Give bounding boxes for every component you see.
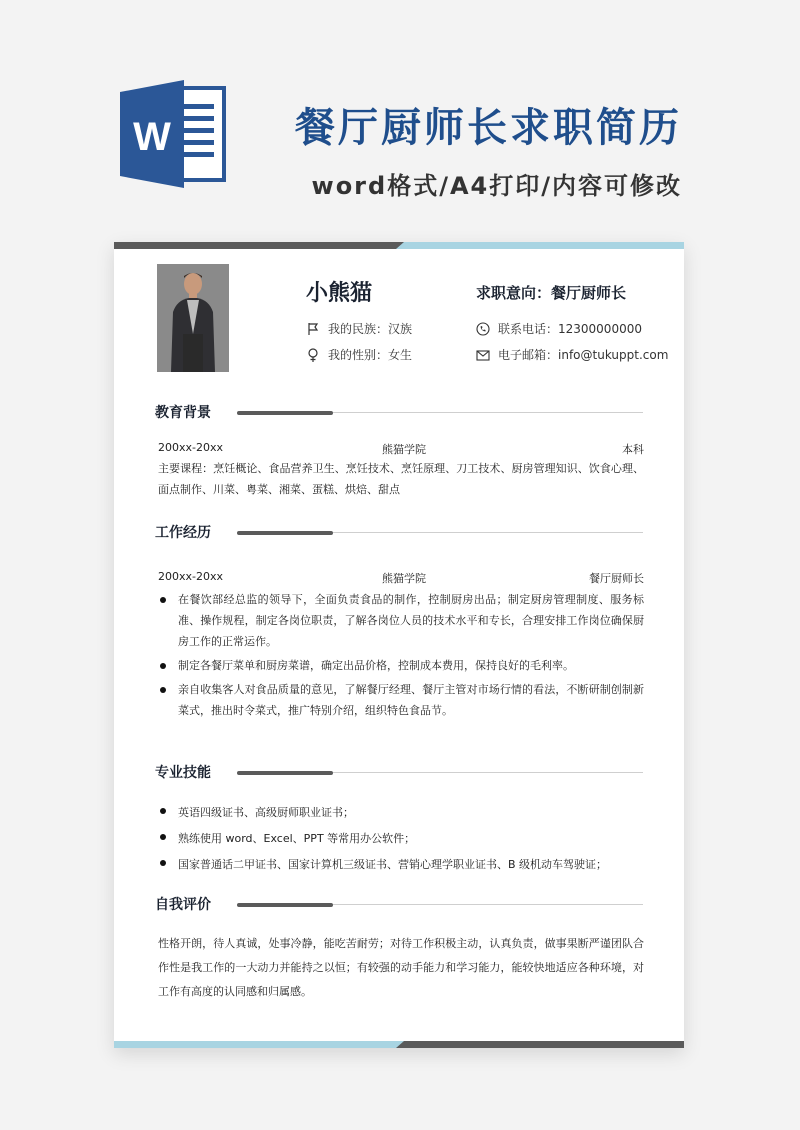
- bottom-bar-light: [114, 1041, 404, 1048]
- section-bar: [237, 903, 333, 907]
- job-intent-label: 求职意向：: [476, 284, 552, 302]
- bottom-bar-dark: [396, 1041, 684, 1048]
- profile-photo: [157, 264, 229, 372]
- section-self-eval-title: 自我评价: [155, 897, 211, 913]
- education-degree: 本科: [622, 443, 644, 456]
- resume-paper: [114, 242, 684, 1048]
- list-item: 制定各餐厅菜单和厨房菜谱，确定出品价格，控制成本费用，保持良好的毛利率。: [158, 655, 644, 676]
- section-education-title: 教育背景: [155, 405, 211, 421]
- candidate-name: 小熊猫: [306, 281, 373, 306]
- list-item: 在餐饮部经总监的领导下，全面负责食品的制作，控制厨房出品；制定厨房管理制度、服务标准、操作规程，制定各岗位职责，了解各岗位人员的技术水平和专长，合理安排工作岗位确保厨房工作的正常运作。: [158, 589, 644, 652]
- work-company: 熊猫学院: [382, 572, 426, 585]
- job-intent-value: 餐厅厨师长: [551, 284, 627, 302]
- section-skills-title: 专业技能: [155, 765, 211, 781]
- gender-text: 我的性别：女生: [328, 348, 413, 362]
- skills-list: [158, 800, 644, 878]
- section-bar: [237, 531, 333, 535]
- education-row: [158, 441, 644, 454]
- ethnicity-text: 我的民族：汉族: [328, 322, 413, 336]
- section-line: [333, 772, 643, 773]
- phone-text: 联系电话：12300000000: [498, 322, 642, 336]
- top-bar-light: [396, 242, 684, 249]
- work-row: [158, 570, 644, 583]
- section-work-title: 工作经历: [155, 525, 211, 541]
- page-subtitle: word格式/A4打印/内容可修改: [311, 172, 682, 200]
- section-line: [333, 904, 643, 905]
- section-work-header: [155, 522, 643, 544]
- page-title: 餐厅厨师长求职简历: [295, 105, 682, 151]
- top-bar-dark: [114, 242, 404, 249]
- gender-row: [306, 346, 412, 363]
- section-line: [333, 532, 643, 533]
- flag-icon: [306, 322, 320, 336]
- ethnicity-row: [306, 320, 412, 337]
- section-line: [333, 412, 643, 413]
- education-school: 熊猫学院: [382, 443, 426, 456]
- self-eval-text: 性格开朗，待人真诚，处事冷静，能吃苦耐劳；对待工作积极主动，认真负责，做事果断严谨团队合作性是我工作的一大动力并能持之以恒；有较强的动手能力和学习能力，能较快地适应各种环境，对工作有高度的认同感和归属感。: [158, 937, 644, 998]
- work-period: 200xx-20xx: [158, 570, 224, 583]
- list-item: 亲自收集客人对食品质量的意见，了解餐厅经理、餐厅主管对市场行情的看法，不断研制创制新菜式，推出时令菜式，推广特别介绍，组织特色食品节。: [158, 679, 644, 721]
- word-icon: [118, 78, 226, 190]
- list-item: 熟练使用 word、Excel、PPT 等常用办公软件；: [158, 826, 644, 852]
- education-period: 200xx-20xx: [158, 441, 224, 454]
- phone-icon: [476, 322, 490, 336]
- section-bar: [237, 771, 333, 775]
- job-intent: [476, 282, 626, 303]
- education-courses: 主要课程：烹饪概论、食品营养卫生、烹饪技术、烹饪原理、刀工技术、厨房管理知识、饮食心理、面点制作、川菜、粤菜、湘菜、蛋糕、烘焙、甜点: [158, 462, 644, 496]
- list-item: 英语四级证书、高级厨师职业证书；: [158, 800, 644, 826]
- phone-row: [476, 320, 642, 337]
- section-self-eval-header: [155, 894, 643, 916]
- section-skills-header: [155, 762, 643, 784]
- word-icon-letter: W: [133, 115, 171, 159]
- work-duties-list: [158, 589, 644, 721]
- section-bar: [237, 411, 333, 415]
- work-position: 餐厅厨师长: [589, 572, 644, 585]
- female-icon: [306, 348, 320, 362]
- email-text: 电子邮箱：info@tukuppt.com: [498, 348, 669, 362]
- section-education-header: [155, 402, 643, 424]
- mail-icon: [476, 348, 490, 362]
- list-item: 国家普通话二甲证书、国家计算机三级证书、营销心理学职业证书、B 级机动车驾驶证；: [158, 852, 644, 878]
- email-row: [476, 346, 668, 363]
